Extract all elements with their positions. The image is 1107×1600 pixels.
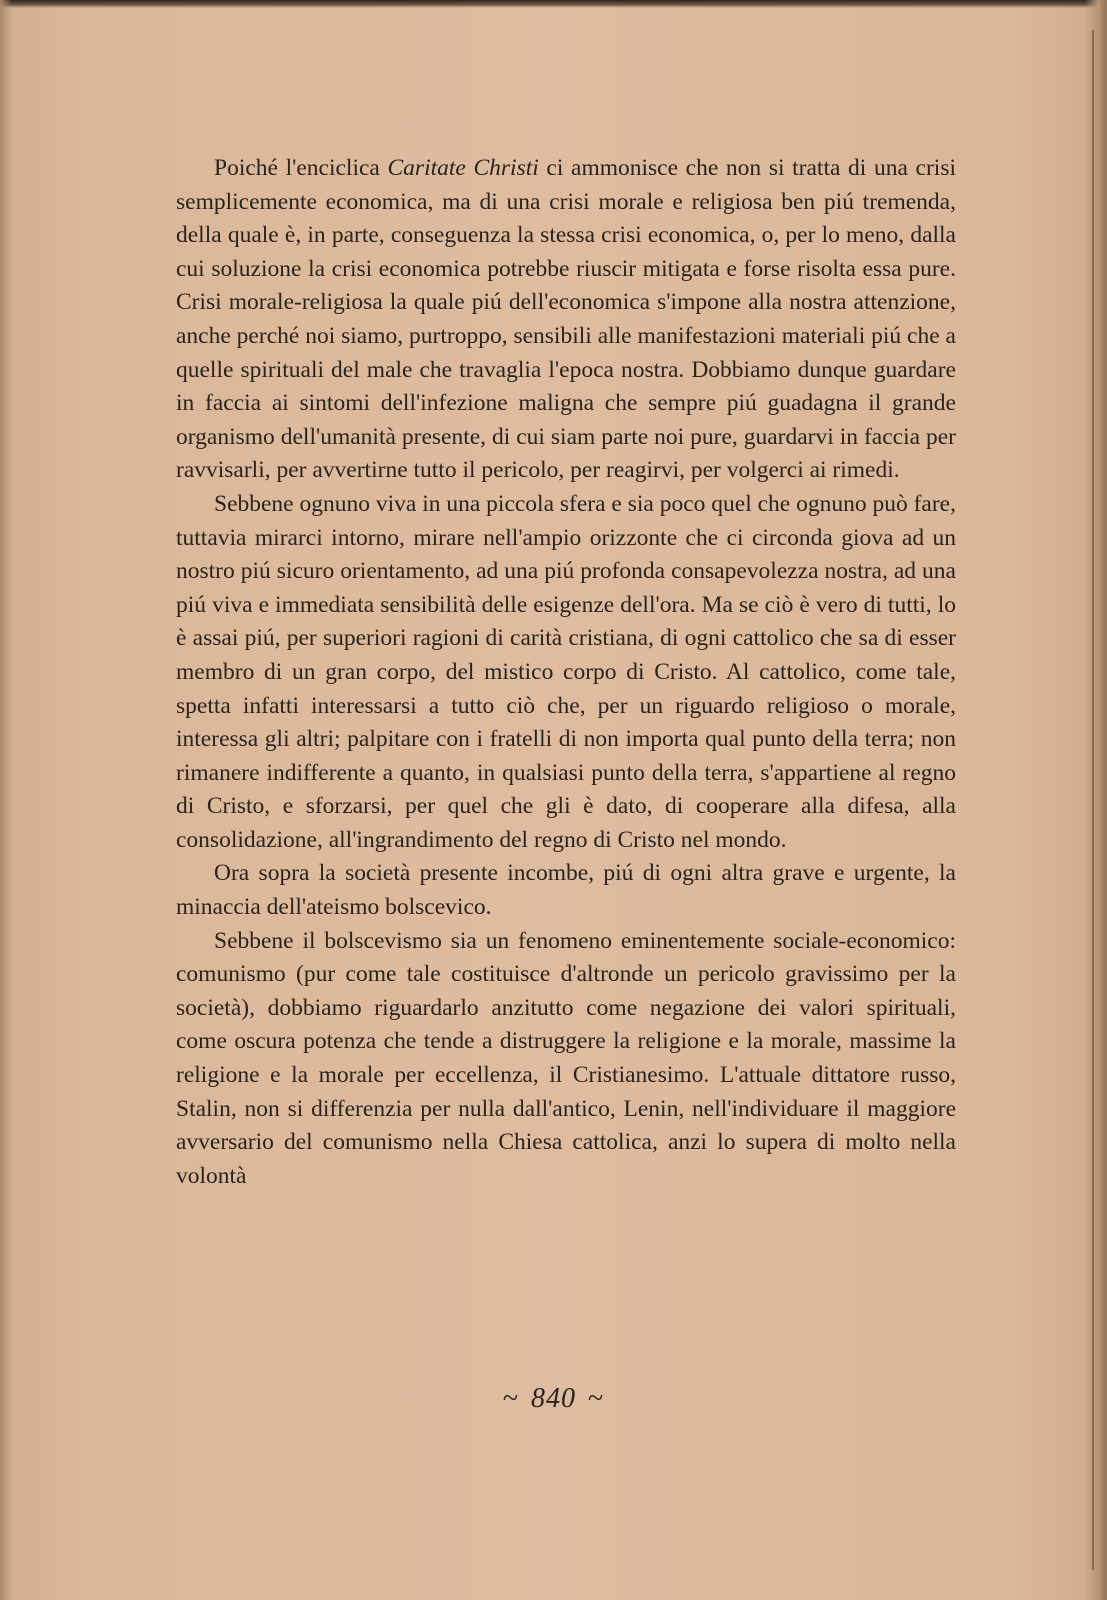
body-text: [176, 152, 956, 1193]
paragraph-4: Sebbene il bolscevismo sia un fenomeno eminentemente sociale-economico: comunismo (pur come tale costituisce d'altronde un pericolo gravissimo per la società), dobbiamo riguardarlo anzitutto come negazione dei valori spirituali, come oscura potenza che tende a distruggere la religione e la morale, massime la religione e la morale per eccellenza, il Cristianesimo. L'attuale dittatore russo, Stalin, non si differenzia per nulla dall'antico, Lenin, nell'individuare il maggiore avversario del comunismo nella Chiesa cattolica, anzi lo supera di molto nella volontà: [176, 927, 956, 1189]
paragraph-3: Ora sopra la società presente incombe, piú di ogni altra grave e urgente, la minaccia dell'ateismo bolscevico.: [176, 860, 956, 921]
paragraph-2: Sebbene ognuno viva in una piccola sfera e sia poco quel che ognuno può fare, tuttavia mirarci intorno, mirare nell'ampio orizzonte che ci circonda giova ad un nostro piú sicuro orientamento, ad una piú profonda consapevolezza nostra, ad una piú viva e immediata sensibilità delle esigenze dell'ora. Ma se ciò è vero di tutti, lo è assai piú, per superiori ragioni di carità cristiana, di ogni cattolico che sa di esser membro di un gran corpo, del mistico corpo di Cristo. Al cattolico, come tale, spetta infatti interessarsi a tutto ciò che, per un riguardo religioso o morale, interessa gli altri; palpitare con i fratelli di non importa qual punto della terra; non rimanere indifferente a quanto, in qualsiasi punto della terra, s'appartiene al regno di Cristo, e sforzarsi, per quel che gli è dato, di cooperare alla difesa, alla consolidazione, all'ingrandimento del regno di Cristo nel mondo.: [176, 490, 956, 853]
page-right-edge-shadow: [1085, 0, 1107, 1600]
page-left-edge-shadow: [0, 0, 12, 1600]
page-number-right-ornament: ~: [588, 1383, 605, 1414]
paragraph-1-lead: Poiché l'enciclica: [214, 155, 388, 181]
encyclical-title: Caritate Christi: [387, 155, 539, 181]
paragraph-1: [176, 152, 956, 488]
page-top-edge-shadow: [0, 0, 1107, 8]
paragraph-1-rest: ci ammonisce che non si tratta di una crisi semplicemente economica, ma di una crisi morale e religiosa ben piú tremenda, della quale è, in parte, conseguenza la stessa crisi economica, o, per lo meno, dalla cui soluzione la crisi economica potrebbe riuscir mitigata e forse risolta essa pure. Crisi morale-religiosa la quale piú dell'economica s'impone alla nostra attenzione, anche perché noi siamo, purtroppo, sensibili alle manifestazioni materiali piú che a quelle spirituali del male che travaglia l'epoca nostra. Dobbiamo dunque guardare in faccia ai sintomi dell'infezione maligna che sempre piú guadagna il grande organismo dell'umanità presente, di cui siam parte noi pure, guardarvi in faccia per ravvisarli, per avvertirne tutto il pericolo, per reagirvi, per volgerci ai rimedi.: [176, 155, 956, 484]
page-number-left-ornament: ~: [502, 1383, 519, 1414]
page-number: 840: [531, 1383, 576, 1414]
page-number-footer: [0, 1383, 1107, 1415]
binding-edge-line: [1092, 30, 1094, 1570]
